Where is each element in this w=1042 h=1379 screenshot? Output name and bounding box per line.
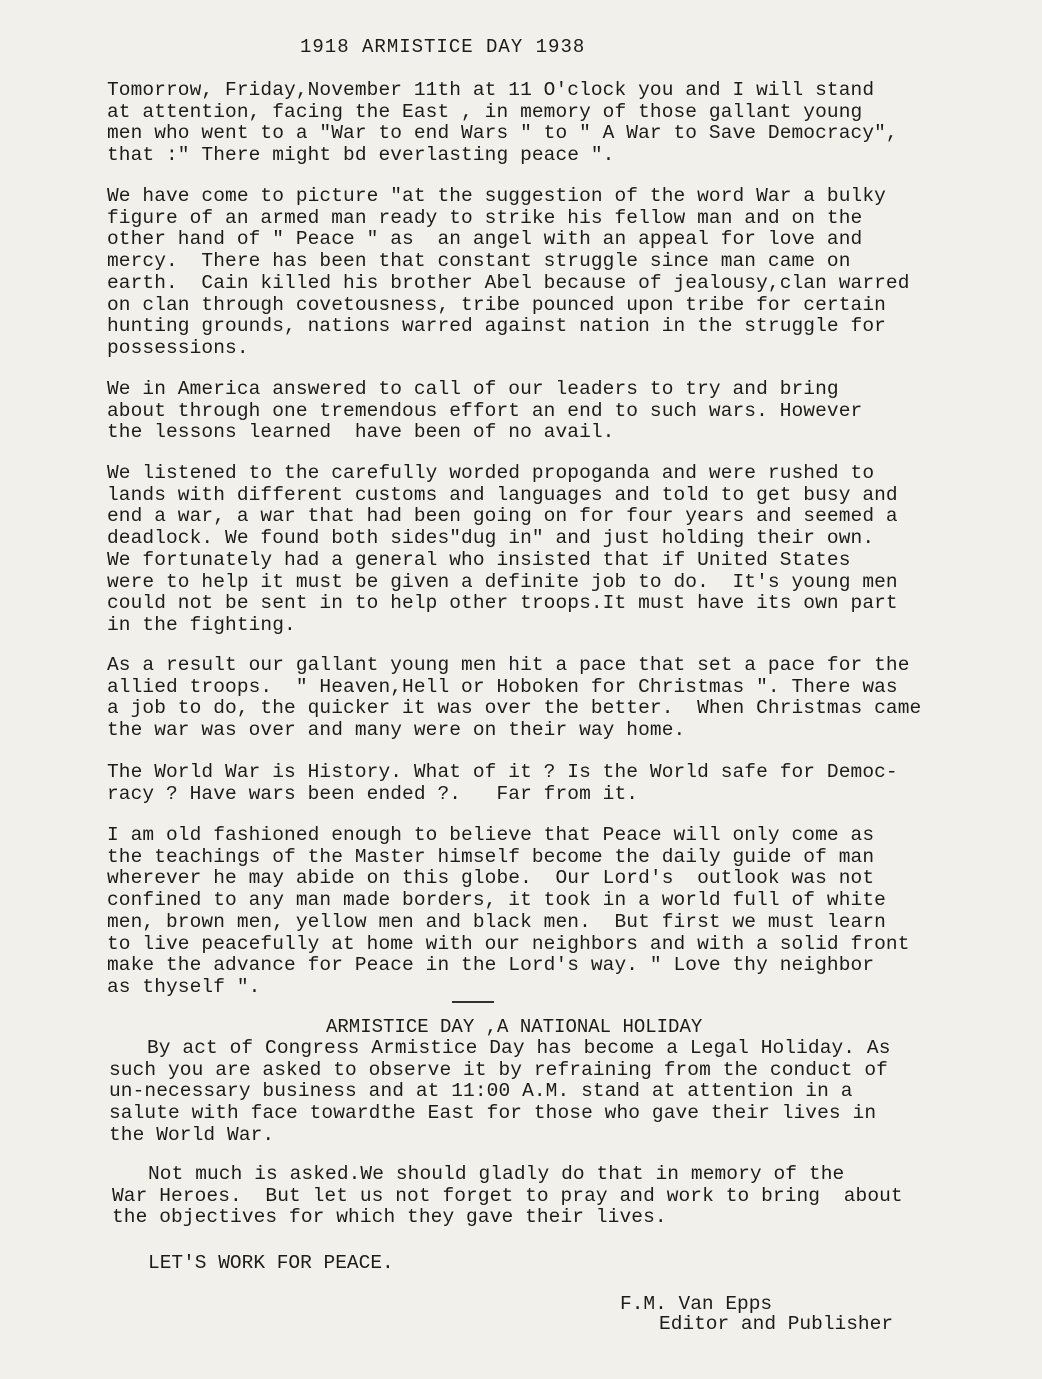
text-line: Tomorrow, Friday,November 11th at 11 O'clock you and I will stand: [107, 79, 875, 101]
text-line: By act of Congress Armistice Day has become a Legal Holiday. As: [147, 1037, 891, 1059]
text-line: the objectives for which they gave their lives.: [112, 1206, 667, 1229]
text-line: the World War.: [109, 1123, 275, 1146]
text-line: were to help it must be given a definite job to do. It's young men: [107, 570, 898, 593]
holiday-paragraph-2: [112, 1164, 1002, 1229]
paragraph-7: [107, 825, 997, 999]
text-line: could not be sent in to help other troops.It must have its own part: [107, 592, 898, 615]
text-line: make the advance for Peace in the Lord's way. " Love thy neighbor: [107, 954, 875, 977]
text-line: at attention, facing the East , in memory of those gallant young: [107, 100, 863, 123]
text-line: that :" There might bd everlasting peace ".: [107, 144, 615, 167]
text-line: in the fighting.: [107, 613, 296, 636]
paragraph-2: [107, 186, 997, 360]
text-line: We listened to the carefully worded propoganda and were rushed to: [107, 462, 875, 484]
text-line: The World War is History. What of it ? Is the World safe for Democ-: [107, 761, 898, 783]
text-line: salute with face towardthe East for those who gave their lives in: [109, 1102, 877, 1125]
text-line: wherever he may abide on this globe. Our Lord's outlook was not: [107, 867, 875, 890]
text-line: racy ? Have wars been ended ?. Far from it.: [107, 782, 639, 805]
text-line: allied troops. " Heaven,Hell or Hoboken for Christmas ". There was: [107, 675, 898, 698]
text-line: as thyself ".: [107, 975, 261, 998]
text-line: about through one tremendous effort an end to such wars. However: [107, 399, 863, 422]
paragraph-4: [107, 463, 997, 637]
text-line: end a war, a war that had been going on for four years and seemed a: [107, 505, 898, 528]
paragraph-5: [107, 655, 997, 742]
closing-line: LET'S WORK FOR PEACE.: [148, 1252, 394, 1274]
text-line: deadlock. We found both sides"dug in" and just holding their own.: [107, 527, 875, 550]
signature-title: Editor and Publisher: [659, 1313, 894, 1335]
text-line: other hand of " Peace " as an angel with an appeal for love and: [107, 228, 863, 251]
text-line: men, brown men, yellow men and black men. But first we must learn: [107, 910, 886, 933]
text-line: We fortunately had a general who insisted that if United States: [107, 548, 851, 571]
paragraph-6: [107, 762, 997, 805]
text-line: hunting grounds, nations warred against nation in the struggle for: [107, 315, 886, 338]
section-divider: [452, 1001, 494, 1003]
signature-name: F.M. Van Epps: [620, 1293, 773, 1315]
text-line: to live peacefully at home with our neighbors and with a solid front: [107, 932, 910, 955]
sub-heading: ARMISTICE DAY ,A NATIONAL HOLIDAY: [326, 1016, 703, 1038]
text-line: men who went to a "War to end Wars " to " A War to Save Democracy",: [107, 122, 898, 145]
text-line: the teachings of the Master himself become the daily guide of man: [107, 845, 875, 868]
text-line: We in America answered to call of our leaders to try and bring: [107, 378, 839, 400]
holiday-paragraph-1: [109, 1038, 999, 1147]
text-line: earth. Cain killed his brother Abel because of jealousy,clan warred: [107, 271, 910, 294]
text-line: the war was over and many were on their way home.: [107, 719, 686, 742]
text-line: the lessons learned have been of no avail.: [107, 421, 615, 444]
text-line: on clan through covetousness, tribe pounced upon tribe for certain: [107, 293, 886, 316]
text-line: confined to any man made borders, it took in a world full of white: [107, 889, 886, 912]
text-line: possessions.: [107, 336, 249, 359]
text-line: a job to do, the quicker it was over the better. When Christmas came: [107, 697, 922, 720]
text-line: As a result our gallant young men hit a pace that set a pace for the: [107, 654, 910, 676]
text-line: We have come to picture "at the suggestion of the word War a bulky: [107, 185, 886, 207]
text-line: un-necessary business and at 11:00 A.M. stand at attention in a: [109, 1080, 853, 1103]
text-line: War Heroes. But let us not forget to pray and work to bring about: [112, 1184, 903, 1207]
page-header: 1918 ARMISTICE DAY 1938: [300, 36, 586, 58]
paragraph-1: [107, 80, 997, 167]
text-line: mercy. There has been that constant struggle since man came on: [107, 250, 851, 273]
text-line: I am old fashioned enough to believe that Peace will only come as: [107, 824, 875, 846]
paragraph-3: [107, 379, 997, 444]
text-line: Not much is asked.We should gladly do that in memory of the: [148, 1163, 845, 1185]
text-line: such you are asked to observe it by refraining from the conduct of: [109, 1058, 888, 1081]
text-line: figure of an armed man ready to strike his fellow man and on the: [107, 206, 863, 229]
text-line: lands with different customs and languages and told to get busy and: [107, 483, 898, 506]
